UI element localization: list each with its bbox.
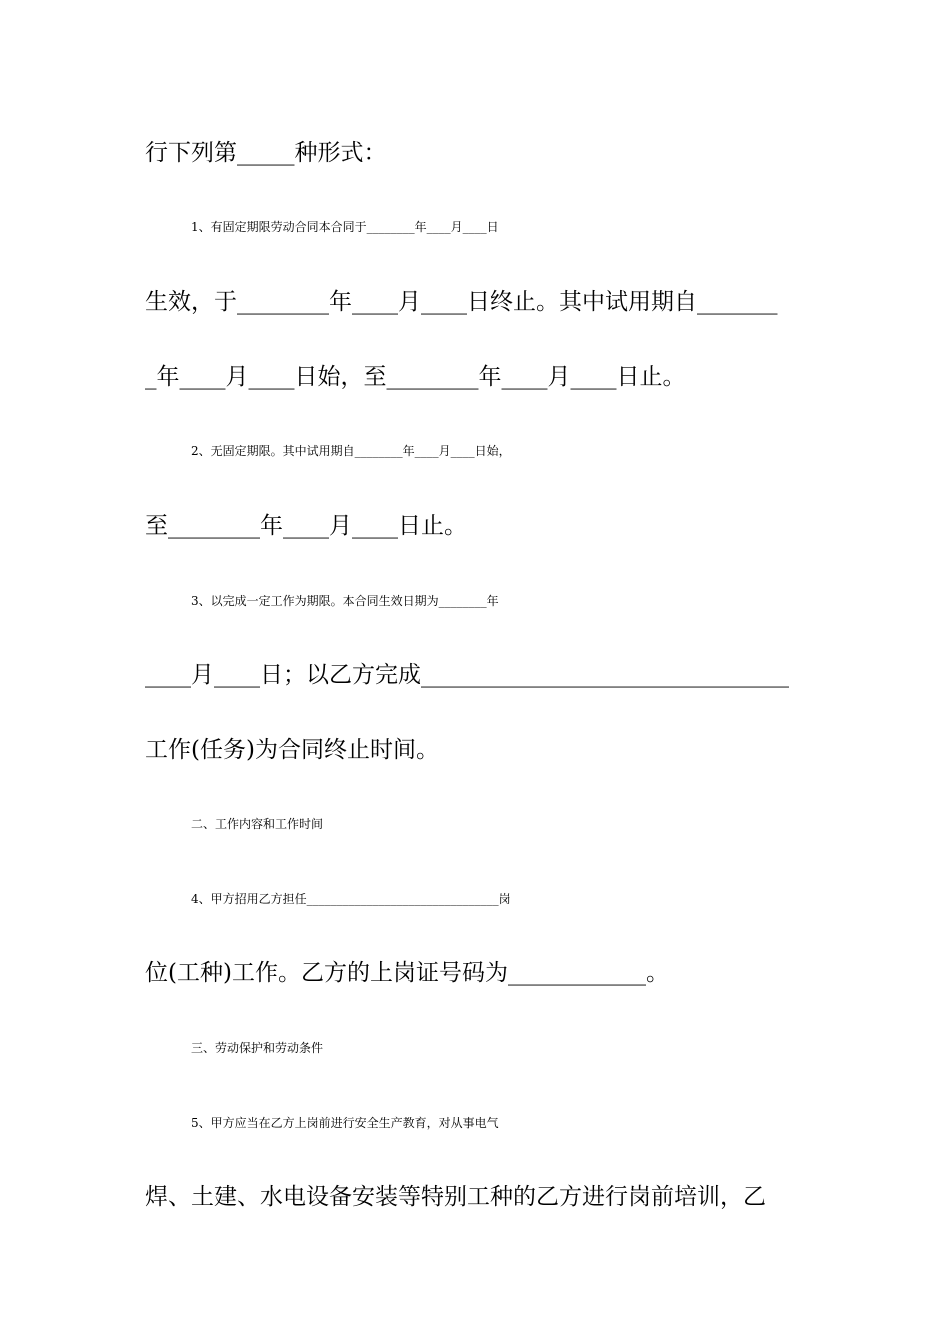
text-line-7: 3、以完成一定工作为期限。本合同生效日期为________年 xyxy=(191,594,499,608)
text-line-6: 至________年____月____日止。 xyxy=(145,513,467,539)
text-line-1: 行下列第_____种形式： xyxy=(145,140,387,166)
document-page xyxy=(145,0,807,1344)
text-line-9: 工作(任务)为合同终止时间。 xyxy=(145,737,439,763)
text-line-11: 4、甲方招用乙方担任________________________________岗 xyxy=(191,892,511,906)
section-heading-3: 三、劳动保护和劳动条件 xyxy=(191,1041,324,1055)
text-line-5: 2、无固定期限。其中试用期自________年____月____日始， xyxy=(191,444,511,458)
text-line-2: 1、有固定期限劳动合同本合同于________年____月____日 xyxy=(191,220,499,234)
text-line-8: ____月____日；以乙方完成________________________________ xyxy=(145,662,789,688)
section-heading-2: 二、工作内容和工作时间 xyxy=(191,817,324,831)
text-line-3: 生效，于________年____月____日终止。其中试用期自_______ xyxy=(145,289,778,315)
text-line-15: 焊、土建、水电设备安装等特别工种的乙方进行岗前培训，乙 xyxy=(145,1184,766,1210)
text-line-12: 位(工种)工作。乙方的上岗证号码为____________。 xyxy=(145,960,669,986)
text-line-14: 5、甲方应当在乙方上岗前进行安全生产教育，对从事电气 xyxy=(191,1116,499,1130)
text-line-4: _年____月____日始，至________年____月____日止。 xyxy=(145,364,686,390)
